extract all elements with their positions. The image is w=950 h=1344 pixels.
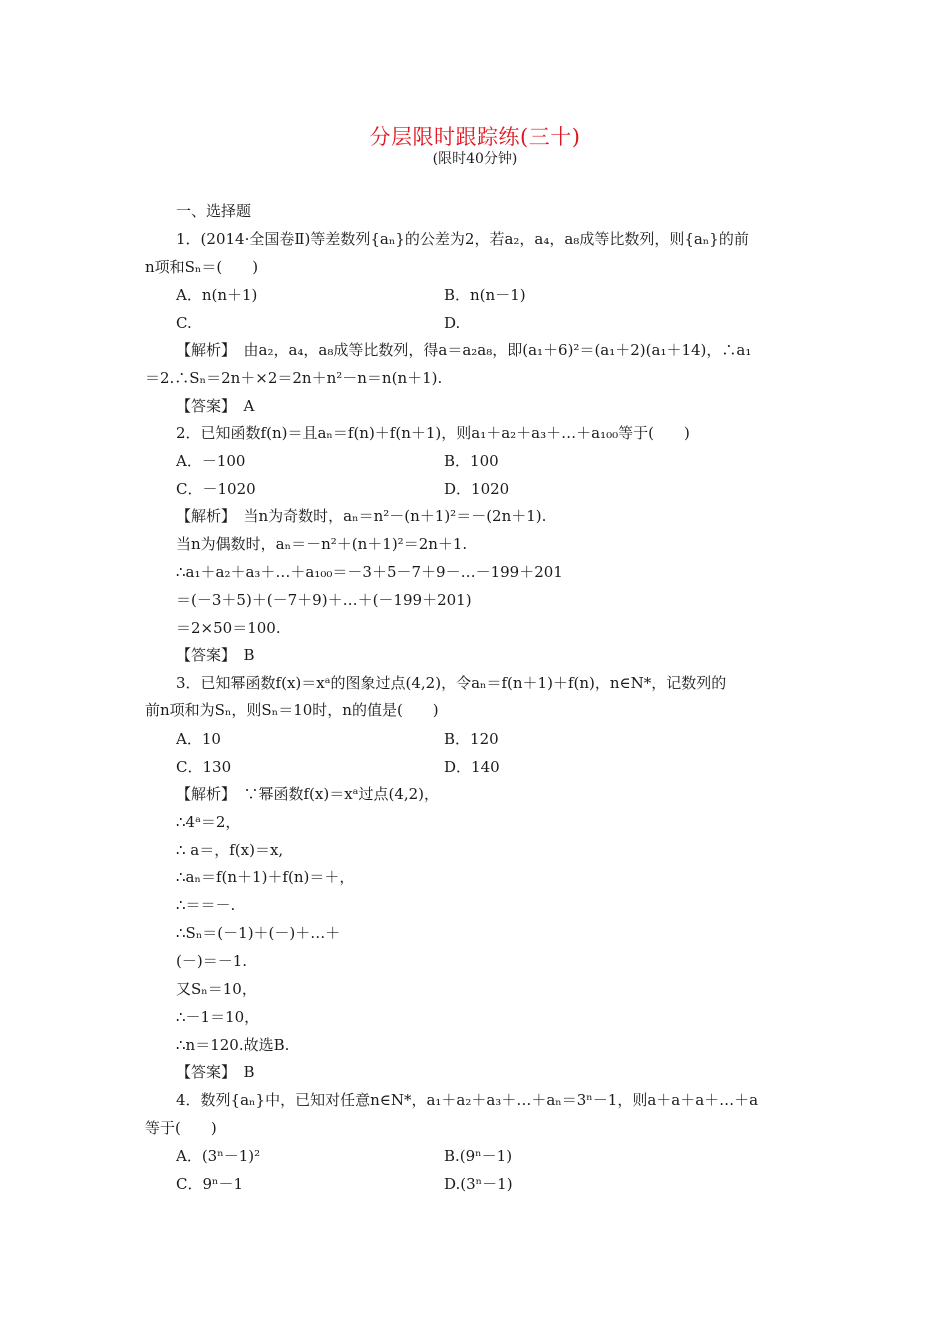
q3-analysis-line6: ∴Sₙ＝(－1)＋(－)＋…＋ [176,924,341,942]
q3-option-a: A．10 [176,730,221,748]
q2-analysis-line3: ∴a₁＋a₂＋a₃＋…＋a₁₀₀＝－3＋5－7＋9－…－199＋201 [176,563,563,581]
q4-option-a: A．(3ⁿ－1)² [176,1147,261,1165]
q3-analysis-line5: ∴＝＝－. [176,896,236,914]
q3-analysis-line8: 又Sₙ＝10， [176,980,257,998]
q2-analysis-line5: ＝2×50＝100. [176,619,281,637]
q2-analysis-line2: 当n为偶数时，aₙ＝－n²＋(n＋1)²＝2n＋1. [176,535,468,553]
q2-option-b: B．100 [444,452,499,470]
q3-stem-line1: 3．已知幂函数f(x)＝xᵃ的图象过点(4,2)，令aₙ＝f(n＋1)＋f(n)，n∈N*，记数列的 [176,674,727,692]
page-title: 分层限时跟踪练(三十) [369,125,581,149]
q1-analysis-line1: 【解析】 由a₂，a₄，a₈成等比数列，得a＝a₂a₈，即(a₁＋6)²＝(a₁＋2)(a₁＋14)，∴a₁ [176,341,752,359]
q1-answer: 【答案】 A [176,397,255,415]
q4-stem-line1: 4．数列{aₙ}中，已知对任意n∈N*，a₁＋a₂＋a₃＋…＋aₙ＝3ⁿ－1，则a＋a＋a＋…＋a [176,1091,759,1109]
q2-stem: 2．已知函数f(n)＝且aₙ＝f(n)＋f(n＋1)，则a₁＋a₂＋a₃＋…＋a₁₀₀等于( ) [176,424,690,442]
q1-option-a: A．n(n＋1) [176,286,258,304]
q2-option-c: C．－1020 [176,480,256,498]
q3-analysis-line7: (－)＝－1. [176,952,248,970]
q3-analysis-line1: 【解析】 ∵幂函数f(x)＝xᵃ过点(4,2)， [176,785,440,803]
time-limit-note: (限时40分钟) [432,151,518,167]
q1-option-d: D. [444,314,461,332]
q1-stem-line1: 1．(2014·全国卷Ⅱ)等差数列{aₙ}的公差为2，若a₂，a₄，a₈成等比数列，则{aₙ}的前 [176,230,749,248]
q4-option-b: B.(9ⁿ－1) [444,1147,513,1165]
q3-analysis-line2: ∴4ᵃ＝2， [176,813,241,831]
q2-analysis-line4: ＝(－3＋5)＋(－7＋9)＋…＋(－199＋201) [176,591,472,609]
q3-stem-line2: 前n项和为Sₙ，则Sₙ＝10时，n的值是( ) [145,701,439,719]
q1-option-b: B．n(n－1) [444,286,526,304]
q2-option-d: D．1020 [444,480,510,498]
q2-answer: 【答案】 B [176,646,255,664]
q4-option-c: C．9ⁿ－1 [176,1175,244,1193]
q1-stem-line2: n项和Sₙ＝( ) [145,258,259,276]
q3-option-d: D．140 [444,758,500,776]
q1-option-c: C. [176,314,192,332]
section-heading: 一、选择题 [176,202,252,220]
q2-option-a: A．－100 [176,452,246,470]
q3-analysis-line4: ∴aₙ＝f(n＋1)＋f(n)＝＋， [176,868,355,886]
q3-analysis-line10: ∴n＝120.故选B. [176,1036,290,1054]
q1-analysis-line2: ＝2.∴Sₙ＝2n＋×2＝2n＋n²－n＝n(n＋1). [145,369,443,387]
q4-stem-line2: 等于( ) [145,1119,217,1137]
q3-answer: 【答案】 B [176,1063,255,1081]
q3-option-c: C．130 [176,758,232,776]
q4-option-d: D.(3ⁿ－1) [444,1175,513,1193]
q2-analysis-line1: 【解析】 当n为奇数时，aₙ＝n²－(n＋1)²＝－(2n＋1). [176,507,547,525]
q3-analysis-line3: ∴ a＝，f(x)＝x, [176,841,284,859]
q3-option-b: B．120 [444,730,499,748]
q3-analysis-line9: ∴－1＝10， [176,1008,260,1026]
